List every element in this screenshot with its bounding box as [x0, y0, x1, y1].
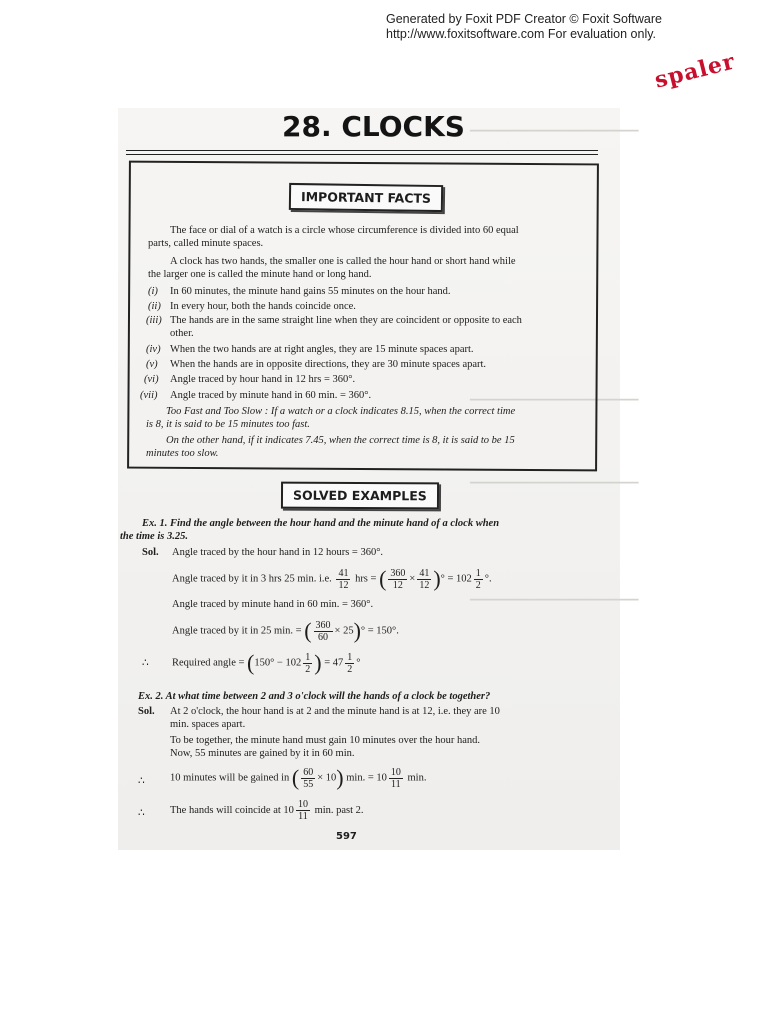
fraction: $\frac{360}{60}$: [315, 619, 331, 643]
too-slow-line2: minutes too slow.: [146, 448, 219, 459]
ex2-line4: Now, 55 minutes are gained by it in 60 min.: [170, 748, 355, 759]
bleed-through: ━━━━━━━━━━━━━━━━━━━━━━━━━━━━: [470, 126, 639, 137]
ex2-line6-text: The hands will coincide at 10: [170, 805, 294, 816]
ex2-line3: To be together, the minute hand must gain 10 minutes over the hour hand.: [170, 735, 480, 746]
ex2-line2: min. spaces apart.: [170, 719, 246, 730]
watermark-line1: Generated by Foxit PDF Creator © Foxit Software: [386, 12, 662, 26]
fact-num: (ii): [148, 301, 161, 312]
fraction: $\frac{360}{12}$: [390, 567, 406, 591]
ex1-line4-text: Angle traced by it in 25 min. =: [172, 625, 302, 637]
fact-num: (i): [148, 286, 158, 297]
watermark: [386, 12, 662, 42]
ex1-line3: Angle traced by minute hand in 60 min. = 360°.: [172, 599, 374, 610]
ex1-line5-text: Required angle =: [172, 657, 245, 669]
ex1-line4: Angle traced by it in 25 min. = ( $\frac{360}{60}$ × 25)° = 150°.: [172, 618, 399, 643]
ex1-question-line1: Ex. 1. Find the angle between the hour hand and the minute hand of a clock when: [142, 518, 500, 529]
page-number: 597: [336, 831, 357, 842]
ex2-line6-end: min. past 2.: [314, 805, 364, 816]
therefore-symbol: ∴: [138, 808, 145, 819]
solved-examples-heading: SOLVED EXAMPLES: [281, 482, 439, 510]
fact-num: (iv): [146, 344, 161, 355]
fact-num: (v): [146, 359, 158, 370]
too-fast-line1: Too Fast and Too Slow : If a watch or a clock indicates 8.15, when the correct time: [166, 406, 516, 417]
fact-item-cont: other.: [170, 328, 194, 339]
ex1-line5-result: = 47: [324, 657, 344, 669]
important-facts-heading: IMPORTANT FACTS: [289, 183, 443, 212]
ex1-question-line2: the time is 3.25.: [120, 531, 188, 542]
ex1-line4-result: = 150°.: [367, 625, 399, 637]
fact-item: The hands are in the same straight line when they are coincident or opposite to each: [170, 315, 522, 326]
too-slow-line1: On the other hand, if it indicates 7.45, when the correct time is 8, it is said to be 15: [166, 435, 515, 446]
fact-para2-line1: A clock has two hands, the smaller one is called the hour hand or short hand while: [170, 256, 516, 267]
ex2-question: Ex. 2. At what time between 2 and 3 o'clock will the hands of a clock be together?: [138, 691, 491, 702]
ex2-line6: [170, 798, 364, 824]
fact-num: (vii): [140, 390, 158, 401]
fraction: $\frac{41}{12}$: [338, 567, 349, 591]
fact-item: In 60 minutes, the minute hand gains 55 minutes on the hour hand.: [170, 286, 451, 297]
ex1-line2-hrs: hrs =: [355, 573, 377, 585]
fact-item: Angle traced by minute hand in 60 min. = 360°.: [170, 390, 372, 401]
therefore-symbol: ∴: [142, 658, 149, 669]
fraction: $\frac{1}{2}$: [475, 567, 481, 591]
fact-para1-line2: parts, called minute spaces.: [148, 238, 264, 249]
fact-num: (iii): [146, 315, 162, 326]
title-rule-top: [126, 150, 598, 151]
fraction: $\frac{10}{11}$: [390, 766, 401, 790]
too-fast-line2: is 8, it is said to be 15 minutes too fast.: [146, 419, 310, 430]
ex1-line1: Angle traced by the hour hand in 12 hours = 360°.: [172, 547, 384, 558]
bleed-through: ━━━━━━━━━━━━━━━━━━━━━━━━━━━━: [470, 395, 639, 406]
fact-num: (vi): [144, 374, 159, 385]
bleed-through: ━━━━━━━━━━━━━━━━━━━━━━━━━━━━: [470, 595, 639, 606]
ex2-sol-label: Sol.: [138, 706, 155, 717]
fraction: $\frac{10}{11}$: [297, 799, 308, 823]
fact-item: When the two hands are at right angles, they are 15 minute spaces apart.: [170, 344, 474, 355]
ex1-line2-text: Angle traced by it in 3 hrs 25 min. i.e.: [172, 573, 332, 585]
ex2-line5-text: 10 minutes will be gained in: [170, 772, 290, 784]
ex2-line1: At 2 o'clock, the hour hand is at 2 and the minute hand is at 12, i.e. they are 10: [170, 706, 500, 717]
ex1-line5: Required angle = (150° − 102 $\frac{1}{2}$ ) = 47 $\frac{1}{2}$ °: [172, 650, 361, 675]
fact-para1-line1: The face or dial of a watch is a circle whose circumference is divided into 60 equal: [170, 225, 519, 236]
fraction: $\frac{60}{55}$: [303, 766, 314, 790]
fraction: $\frac{41}{12}$: [419, 567, 430, 591]
ex1-line2-result: = 102: [447, 573, 472, 585]
watermark-line2: http://www.foxitsoftware.com For evaluation only.: [386, 27, 657, 41]
fact-para2-line2: the larger one is called the minute hand or long hand.: [148, 269, 372, 280]
ex2-line5-end: min.: [407, 772, 427, 784]
ex1-line2: Angle traced by it in 3 hrs 25 min. i.e. $\frac{41}{12}$ hrs = ( $\frac{360}{12}$ × $\frac{41}{12}$ )° = 102 $\frac{1}{2}$ °.: [172, 566, 492, 591]
fact-item: When the hands are in opposite directions, they are 30 minute spaces apart.: [170, 359, 487, 370]
fraction: $\frac{1}{2}$: [347, 651, 353, 675]
title-rule-bottom: [126, 154, 598, 155]
fraction: $\frac{1}{2}$: [305, 651, 311, 675]
ex2-line5: 10 minutes will be gained in ( $\frac{60}{55}$ × 10) min. = 10 $\frac{10}{11}$ min.: [170, 765, 427, 790]
ex2-line5-min: min. = 10: [346, 772, 387, 784]
bleed-through: ━━━━━━━━━━━━━━━━━━━━━━━━━━━━: [470, 478, 639, 489]
fact-item: Angle traced by hour hand in 12 hrs = 360°.: [170, 374, 356, 385]
fact-item: In every hour, both the hands coincide once.: [170, 301, 356, 312]
stamp-logo: spaler: [652, 48, 738, 94]
ex1-sol-label: Sol.: [142, 547, 159, 558]
therefore-symbol: ∴: [138, 776, 145, 787]
page-title: 28. CLOCKS: [282, 110, 465, 143]
